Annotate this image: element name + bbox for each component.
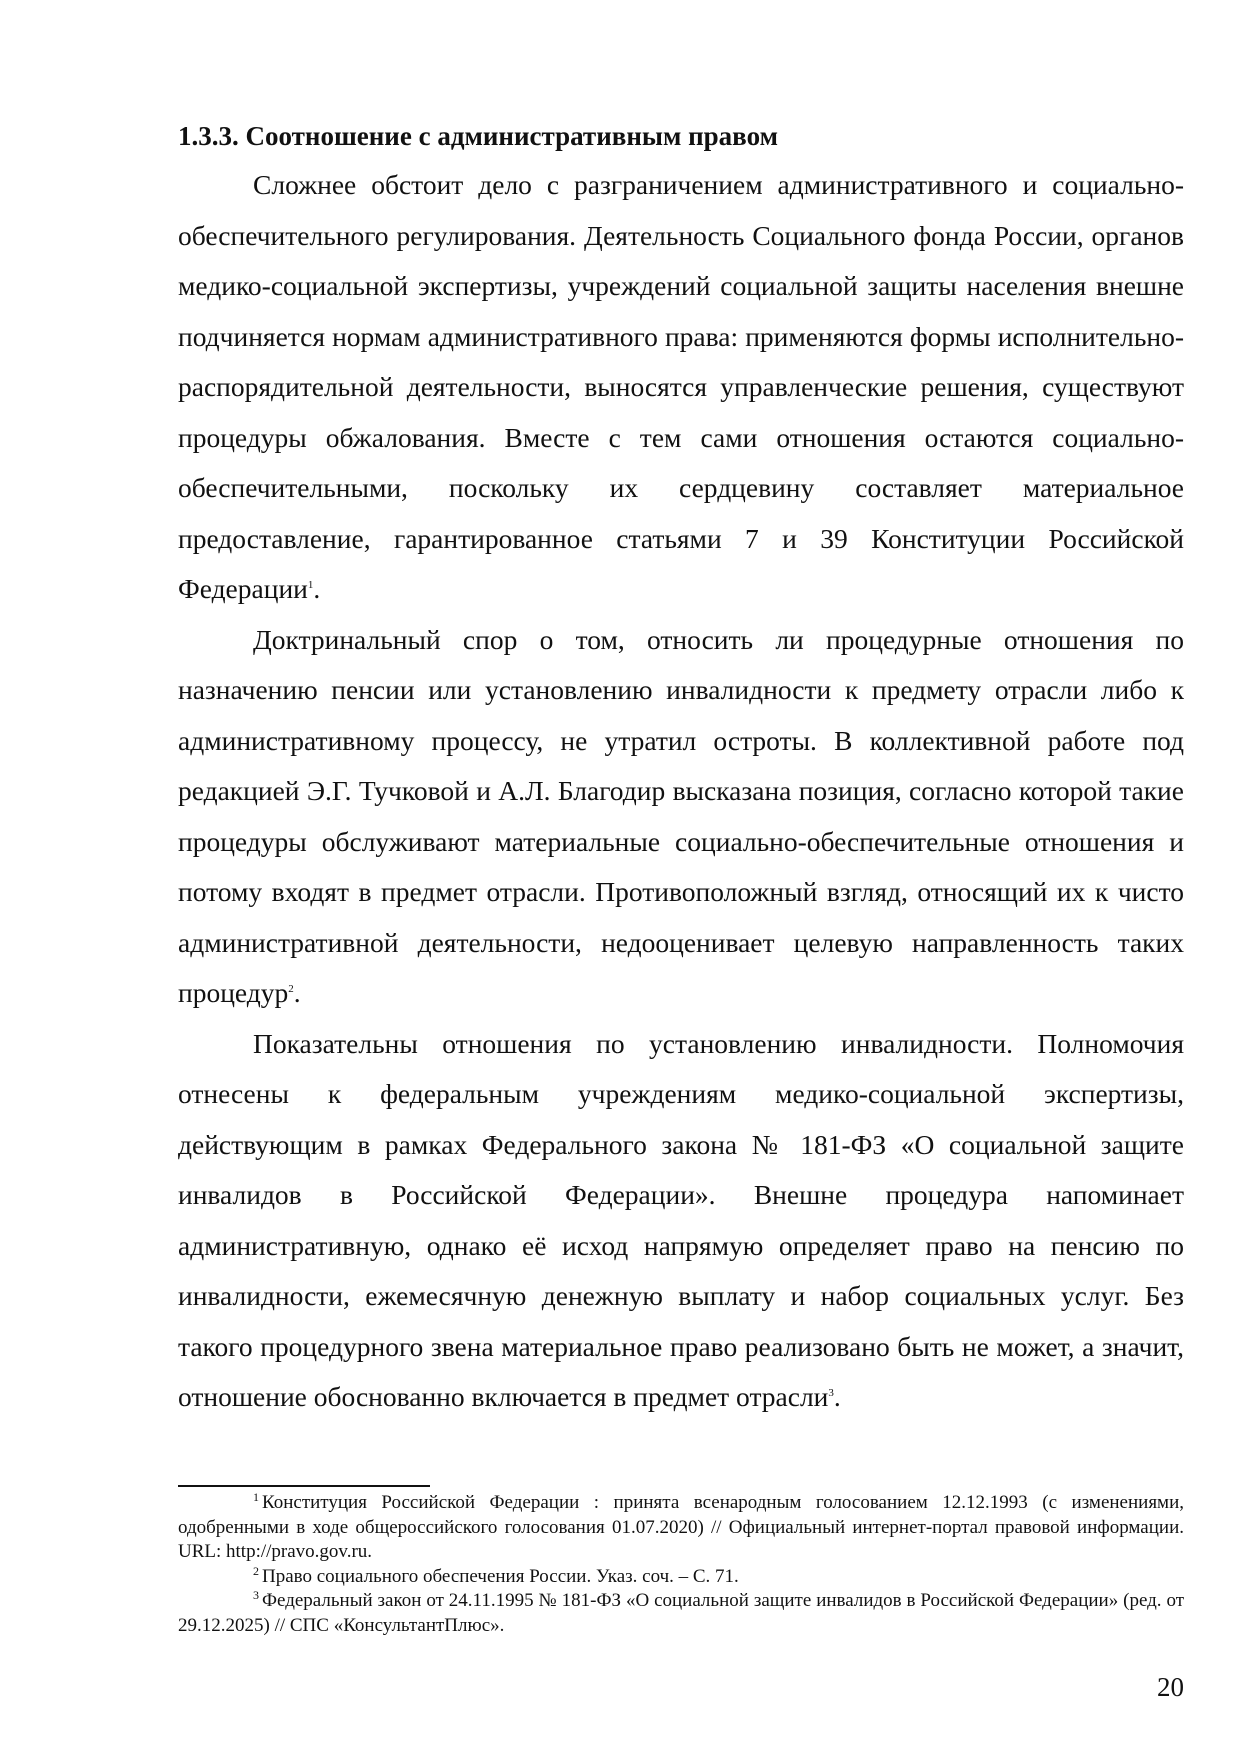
footnote-number: 2: [253, 1563, 259, 1578]
footnote: [178, 1491, 1184, 1565]
paragraph: [178, 160, 1184, 615]
footnote-number: 3: [253, 1588, 259, 1602]
paragraph-text: Показательны отношения по установлению инвалидности. Полномочия отнесены к федеральным учреждениям медико-социальной экспертизы, действующим в рамках Федерального закона № 181-ФЗ «О социальной защите инвалидов в Российской Федерации». Внешне процедура напоминает административную, однако её исход напрямую определяет право на пенсию по инвалидности, ежемесячную денежную выплату и набор социальных услуг. Без такого процедурного звена материальное право реализовано быть не может, а значит, отношение обоснованно включается в предмет отрасли: [178, 1027, 1184, 1412]
paragraph: [178, 615, 1184, 1019]
paragraph-end: .: [833, 1381, 841, 1412]
footnotes: [178, 1491, 1184, 1638]
footnote-text: Право социального обеспечения России. Указ. соч. – С. 71.: [262, 1565, 739, 1587]
footnote-number: 1: [253, 1490, 259, 1504]
paragraph: [178, 1019, 1184, 1423]
footnote-separator: [178, 1485, 430, 1487]
footnote-reference[interactable]: 1: [307, 579, 314, 591]
paragraph-end: .: [293, 977, 301, 1008]
footnote-reference[interactable]: 2: [288, 983, 294, 995]
footnote: [178, 1589, 1184, 1638]
page-number: 20: [1157, 1672, 1184, 1702]
footnote-reference[interactable]: 3: [828, 1387, 834, 1399]
paragraph-end: .: [313, 573, 321, 604]
paragraph-text: Сложнее обстоит дело с разграничением административного и социально-обеспечительного регулирования. Деятельность Социального фонда России, органов медико-социальной экспертизы, учреждений социальной защиты населения внешне подчиняется нормам административного права: применяются формы исполнительно-распорядительной деятельности, выносятся управленческие решения, существуют процедуры обжалования. Вместе с тем сами отношения остаются социально-обеспечительными, поскольку их сердцевину составляет материальное предоставление, гарантированное статьями 7 и 39 Конституции Российской Федерации: [178, 169, 1184, 604]
body-text: [178, 160, 1184, 1423]
footnote: [178, 1565, 1184, 1590]
footnote-text: Конституция Российской Федерации : принята всенародным голосованием 12.12.1993 (с изменениями, одобренными в ходе общероссийского голосования 01.07.2020) // Официальный интернет-портал правовой информации. URL: http://pravo.gov.ru.: [178, 1492, 1184, 1562]
footnote-text: Федеральный закон от 24.11.1995 № 181-ФЗ «О социальной защите инвалидов в Российской Федерации» (ред. от 29.12.2025) // СПС «КонсультантПлюс».: [178, 1590, 1184, 1636]
paragraph-text: Доктринальный спор о том, относить ли процедурные отношения по назначению пенсии или установлению инвалидности к предмету отрасли либо к административному процессу, не утратил остроты. В коллективной работе под редакцией Э.Г. Тучковой и А.Л. Благодир высказана позиция, согласно которой такие процедуры обслуживают материальные социально-обеспечительные отношения и потому входят в предмет отрасли. Противоположный взгляд, относящий их к чисто административной деятельности, недооценивает целевую направленность таких процедур: [178, 623, 1184, 1008]
section-heading: 1.3.3. Соотношение с административным правом: [178, 121, 778, 151]
